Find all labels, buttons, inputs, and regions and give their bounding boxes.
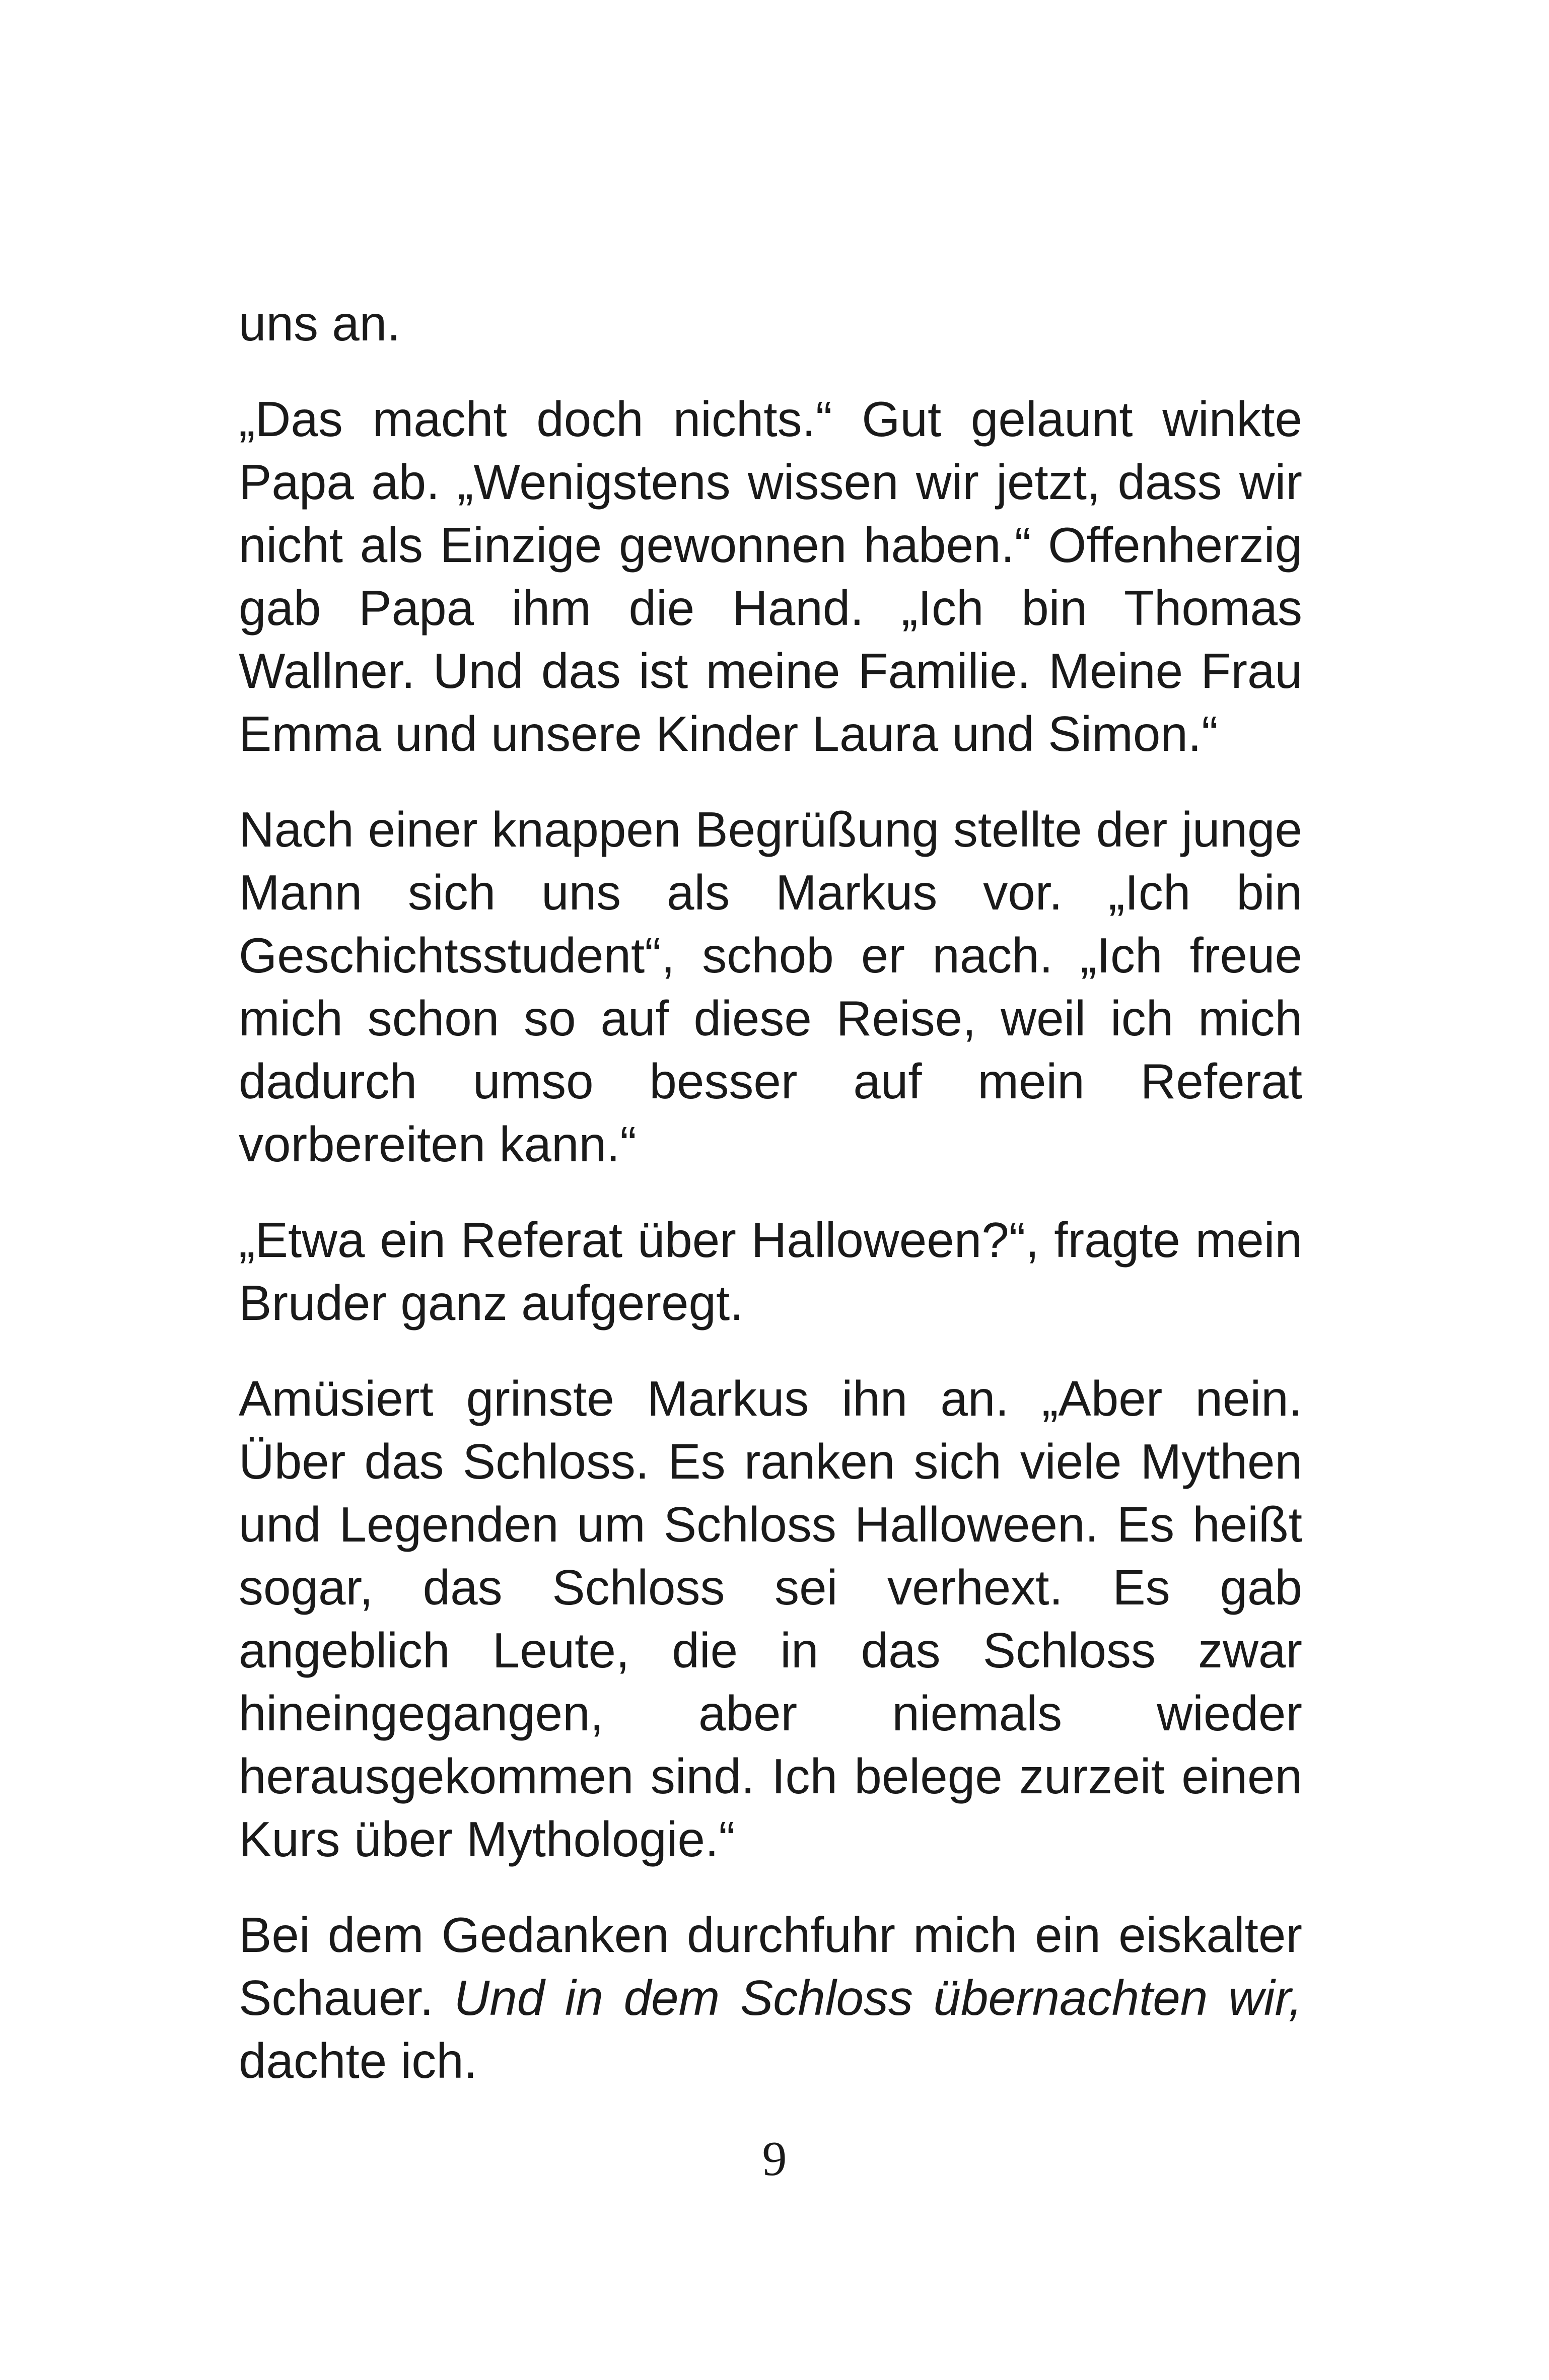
paragraph-3: Nach einer knappen Begrüßung stellte der junge Mann sich uns als Markus vor. „Ich bin Geschichtsstudent“, schob er nach. „Ich freue mich schon so auf diese Reise, weil ich mich dadurch umso besser auf mein Referat vorbereiten kann.“: [239, 802, 1302, 1172]
paragraph-5: Amüsiert grinste Markus ihn an. „Aber nein. Über das Schloss. Es ranken sich viele Mythen und Legenden um Schloss Halloween. Es heißt sogar, das Schloss sei verhext. Es gab angeblich Leute, die in das Schloss zwar hineingegangen, aber niemals wieder herausgekommen sind. Ich belege zurzeit einen Kurs über Mythologie.“: [239, 1371, 1302, 1867]
paragraph-1: uns an.: [239, 296, 401, 351]
paragraph-6-lead: Bei dem Gedanken durchfuhr mich ein eiskalter Schauer.: [239, 1907, 1302, 2025]
paragraph-2: „Das macht doch nichts.“ Gut gelaunt winkte Papa ab. „Wenigstens wissen wir jetzt, dass wir nicht als Einzige gewonnen haben.“ Offenherzig gab Papa ihm die Hand. „Ich bin Thomas Wallner. Und das ist meine Familie. Meine Frau Emma und unsere Kinder Laura und Simon.“: [239, 391, 1302, 761]
page-body-text: [239, 292, 1302, 2125]
paragraph-6-tail: dachte ich.: [239, 2033, 477, 2088]
page-number: 9: [762, 2132, 787, 2186]
paragraph-6-italic-thought: Und in dem Schloss übernachten wir,: [454, 1970, 1302, 2025]
paragraph-6: [239, 1904, 1302, 2092]
paragraph-4: „Etwa ein Referat über Halloween?“, fragte mein Bruder ganz aufgeregt.: [239, 1212, 1302, 1331]
